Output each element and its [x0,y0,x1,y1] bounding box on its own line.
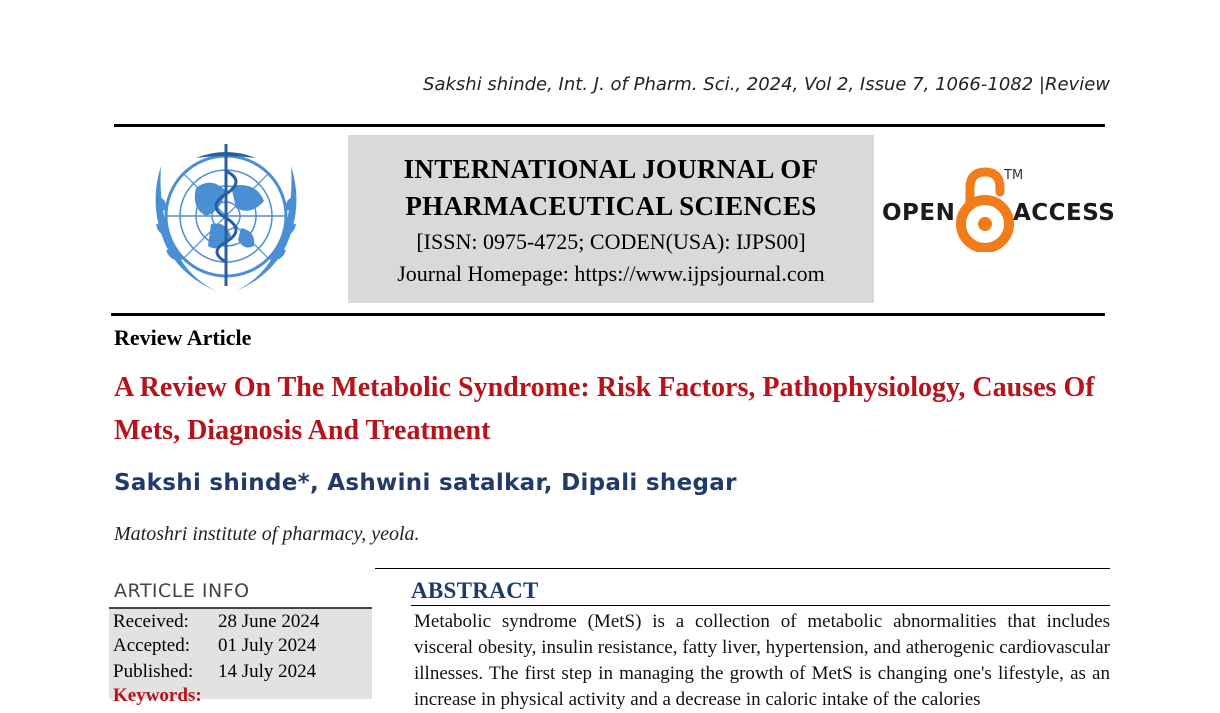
keywords-label: Keywords: [113,685,202,706]
article-info-heading: ARTICLE INFO [114,580,250,602]
open-access-word-open: OPEN [882,200,956,226]
journal-name-line1: INTERNATIONAL JOURNAL OF [403,154,819,184]
open-access-logo [880,164,1116,254]
section-divider [375,568,1110,569]
abstract-rule [411,605,1110,606]
published-date: 14 July 2024 [218,661,317,682]
article-type: Review Article [114,325,252,350]
received-label: Received: [113,611,189,632]
author-list: Sakshi shinde*, Ashwini satalkar, Dipali shegar [114,470,737,496]
abstract-text: Metabolic syndrome (MetS) is a collection of metabolic abnormalities that includes visceral obesity, insulin resistance, fatty liver, hypertension, and atherogenic cardiovascular illnesses. The first step in managing the growth of MetS is changing one's lifestyle, as an increase in physical activity and a decrease in caloric intake of the calories [414,611,1110,710]
journal-issn: [ISSN: 0975-4725; CODEN(USA): IJPS00] [416,229,806,254]
header-bottom-rule [111,313,1105,316]
published-date-row [113,661,316,683]
journal-masthead [348,135,874,303]
running-header: Sakshi shinde, Int. J. of Pharm. Sci., 2024, Vol 2, Issue 7, 1066-1082 |Review [423,74,1110,95]
accepted-label: Accepted: [113,635,191,656]
trademark-symbol: TM [1004,168,1024,183]
abstract-heading: ABSTRACT [411,578,539,603]
top-rule [114,124,1105,127]
who-emblem-icon [126,136,326,306]
received-date: 28 June 2024 [218,611,320,632]
journal-homepage: Journal Homepage: https://www.ijpsjournal.com [397,261,825,286]
received-date-row [113,611,319,633]
author-affiliation: Matoshri institute of pharmacy, yeola. [114,523,420,545]
published-label: Published: [113,661,194,682]
journal-name-line2: PHARMACEUTICAL SCIENCES [405,191,817,221]
accepted-date: 01 July 2024 [218,635,317,656]
paper-title: A Review On The Metabolic Syndrome: Risk Factors, Pathophysiology, Causes Of Mets, Diagnosis And Treatment [114,372,1095,446]
accepted-date-row [113,635,316,657]
open-access-word-access: ACCESS [1013,200,1116,226]
